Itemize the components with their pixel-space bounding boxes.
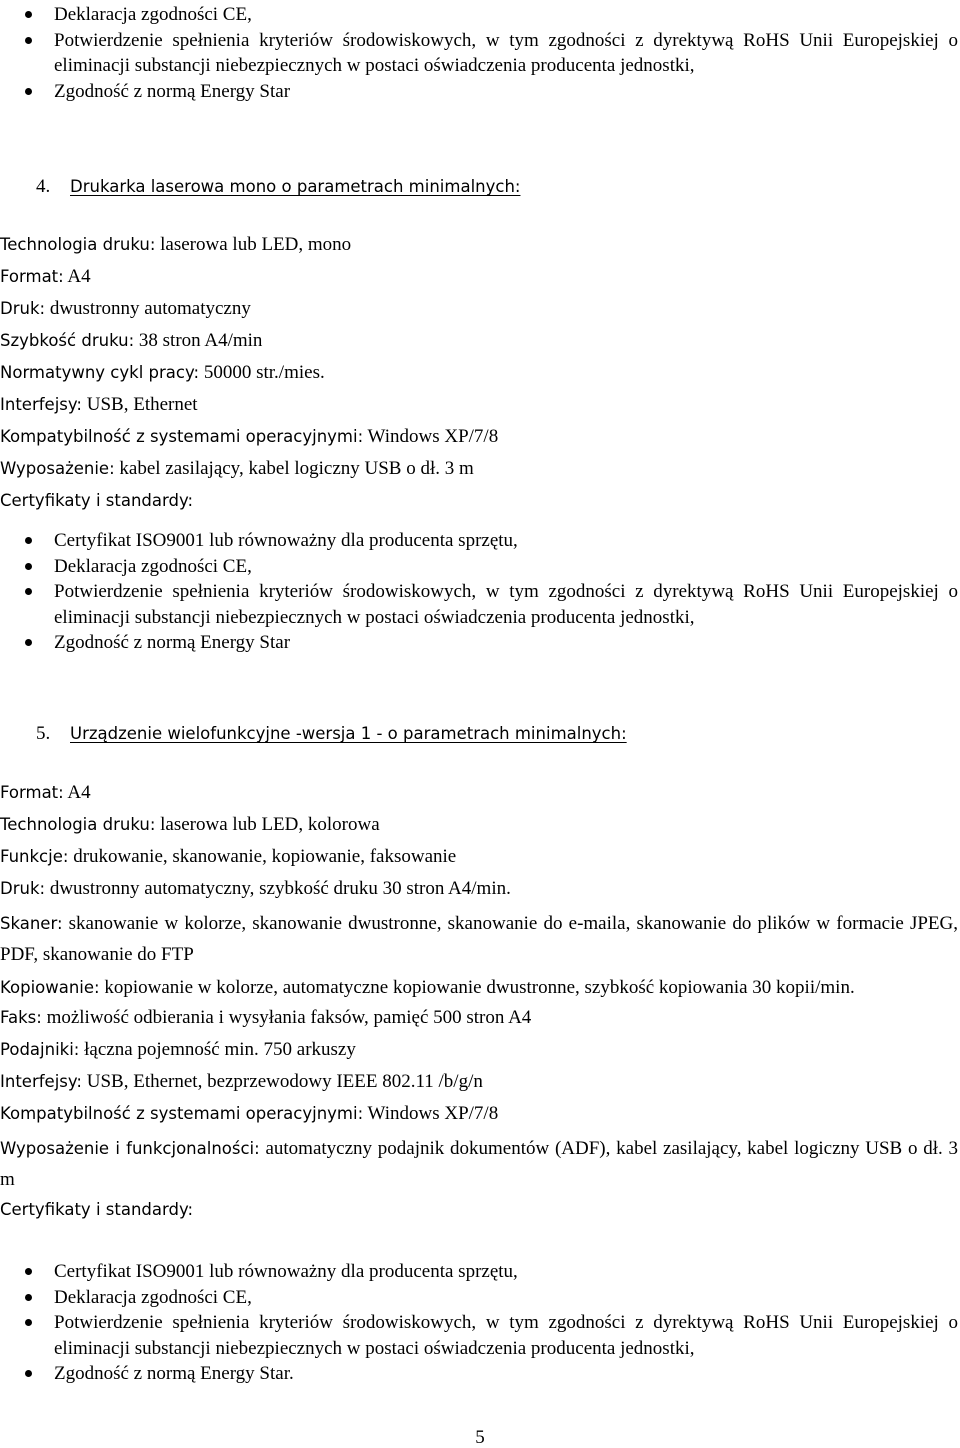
- list-item: Certyfikat ISO9001 lub równoważny dla producenta sprzętu,: [0, 528, 958, 554]
- list-item: Deklaracja zgodności CE,: [0, 554, 958, 580]
- spec-value: skanowanie w kolorze, skanowanie dwustronne, skanowanie do e-maila, skanowanie do plików w formacie JPEG, PDF, skanowanie do FTP: [0, 913, 958, 965]
- cert-heading: [0, 1197, 958, 1222]
- spec-value: Windows XP/7/8: [363, 426, 499, 447]
- spec-value: A4: [63, 266, 91, 287]
- list-item: Zgodność z normą Energy Star: [0, 630, 958, 656]
- list-item: Potwierdzenie spełnienia kryteriów środowiskowych, w tym zgodności z dyrektywą RoHS Unii Europejskiej o eliminacji substancji niebezpiecznych w postaci oświadczenia producenta jednostki,: [0, 579, 958, 630]
- spec-row: [0, 1133, 958, 1195]
- spec-row: [0, 876, 958, 901]
- section-number: 5.: [36, 723, 51, 744]
- spec-value: drukowanie, skanowanie, kopiowanie, faksowanie: [68, 846, 457, 867]
- cert-label: Certyfikaty i standardy:: [0, 491, 194, 510]
- section-5-heading: [36, 722, 627, 746]
- list-item: Deklaracja zgodności CE,: [0, 1285, 958, 1311]
- spec-value: dwustronny automatyczny: [45, 298, 251, 319]
- spec-value: kabel zasilający, kabel logiczny USB o dł. 3 m: [114, 458, 474, 479]
- spec-row: [0, 232, 958, 257]
- section-4-heading: [36, 175, 520, 199]
- spec-value: USB, Ethernet: [82, 394, 198, 415]
- spec-label: Technologia druku:: [0, 815, 156, 834]
- spec-value: USB, Ethernet, bezprzewodowy IEEE 802.11 /b/g/n: [82, 1071, 483, 1092]
- section-5-specs: [0, 780, 958, 1229]
- spec-value: Windows XP/7/8: [363, 1103, 499, 1124]
- spec-label: Wyposażenie i funkcjonalności:: [0, 1139, 260, 1158]
- spec-row: [0, 908, 958, 970]
- spec-label: Faks:: [0, 1008, 42, 1027]
- spec-row: [0, 296, 958, 321]
- section-4-specs: [0, 232, 958, 520]
- spec-row: [0, 780, 958, 805]
- spec-row: [0, 392, 958, 417]
- spec-label: Interfejsy:: [0, 395, 82, 414]
- page-number: 5: [475, 1427, 485, 1448]
- spec-label: Format:: [0, 783, 64, 802]
- spec-row: [0, 844, 958, 869]
- spec-value: możliwość odbierania i wysyłania faksów, pamięć 500 stron A4: [41, 1007, 532, 1028]
- spec-value: automatyczny podajnik dokumentów (ADF), kabel zasilający, kabel logiczny USB o dł. 3 m: [0, 1138, 958, 1190]
- spec-label: Kompatybilność z systemami operacyjnymi:: [0, 427, 364, 446]
- spec-value: łączna pojemność min. 750 arkuszy: [79, 1039, 356, 1060]
- list-item: Potwierdzenie spełnienia kryteriów środowiskowych, w tym zgodności z dyrektywą RoHS Unii Europejskiej o eliminacji substancji niebezpiecznych w postaci oświadczenia producenta jednostki,: [0, 28, 958, 79]
- spec-label: Kompatybilność z systemami operacyjnymi:: [0, 1104, 364, 1123]
- list-item: Zgodność z normą Energy Star: [0, 79, 958, 105]
- section-title: Drukarka laserowa mono o parametrach minimalnych:: [70, 177, 521, 196]
- spec-row: [0, 1101, 958, 1126]
- spec-label: Kopiowanie:: [0, 978, 100, 997]
- spec-row: [0, 812, 958, 837]
- spec-row: [0, 1005, 958, 1030]
- spec-row: [0, 1069, 958, 1094]
- section-5-cert-list: [0, 1259, 958, 1387]
- spec-label: Funkcje:: [0, 847, 69, 866]
- spec-label: Format:: [0, 267, 64, 286]
- cert-label: Certyfikaty i standardy:: [0, 1200, 194, 1219]
- spec-label: Technologia druku:: [0, 235, 156, 254]
- spec-value: 38 stron A4/min: [134, 330, 263, 351]
- spec-row: [0, 424, 958, 449]
- section-title: Urządzenie wielofunkcyjne -wersja 1 - o parametrach minimalnych:: [70, 724, 627, 743]
- spec-row: [0, 360, 958, 385]
- list-item: Zgodność z normą Energy Star.: [0, 1361, 958, 1387]
- top-cert-list: [0, 2, 958, 104]
- spec-label: Druk:: [0, 299, 46, 318]
- cert-heading: [0, 488, 958, 513]
- section-4-cert-list: [0, 528, 958, 656]
- spec-label: Szybkość druku:: [0, 331, 135, 350]
- spec-label: Normatywny cykl pracy:: [0, 363, 200, 382]
- list-item: Deklaracja zgodności CE,: [0, 2, 958, 28]
- spec-value: kopiowanie w kolorze, automatyczne kopiowanie dwustronne, szybkość kopiowania 30 kopii/min.: [99, 977, 855, 998]
- section-number: 4.: [36, 176, 51, 197]
- spec-row: [0, 456, 958, 481]
- spec-label: Interfejsy:: [0, 1072, 82, 1091]
- list-item: Certyfikat ISO9001 lub równoważny dla producenta sprzętu,: [0, 1259, 958, 1285]
- spec-value: dwustronny automatyczny, szybkość druku 30 stron A4/min.: [45, 878, 511, 899]
- spec-row: [0, 972, 958, 1003]
- list-item: Potwierdzenie spełnienia kryteriów środowiskowych, w tym zgodności z dyrektywą RoHS Unii Europejskiej o eliminacji substancji niebezpiecznych w postaci oświadczenia producenta jednostki,: [0, 1310, 958, 1361]
- spec-row: [0, 1037, 958, 1062]
- spec-row: [0, 328, 958, 353]
- spec-value: 50000 str./mies.: [199, 362, 325, 383]
- spec-value: laserowa lub LED, mono: [155, 234, 352, 255]
- spec-label: Druk:: [0, 879, 46, 898]
- spec-label: Wyposażenie:: [0, 459, 115, 478]
- spec-label: Podajniki:: [0, 1040, 80, 1059]
- spec-label: Skaner:: [0, 914, 63, 933]
- spec-value: laserowa lub LED, kolorowa: [155, 814, 380, 835]
- spec-row: [0, 264, 958, 289]
- spec-value: A4: [63, 782, 91, 803]
